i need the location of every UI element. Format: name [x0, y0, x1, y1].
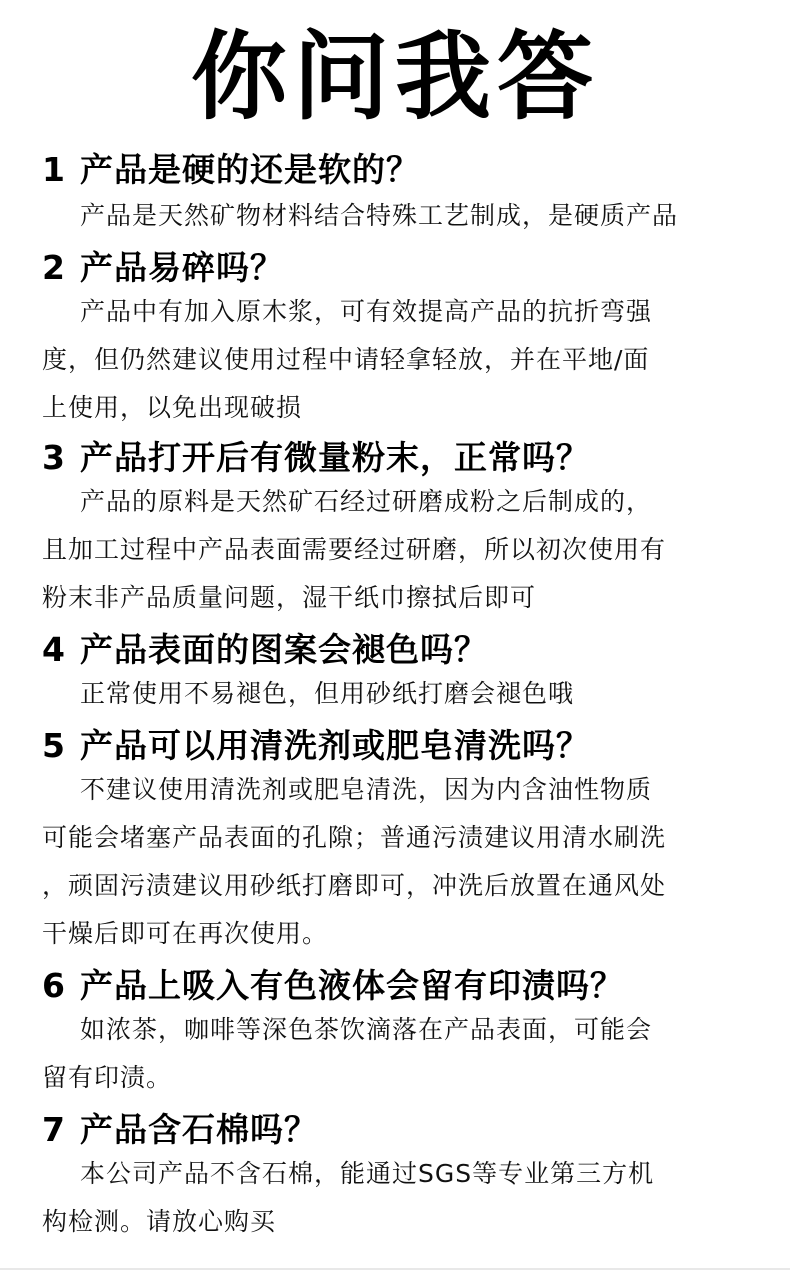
faq-question-6: [42, 966, 624, 1006]
answer-line: ，顽固污渍建议用砂纸打磨即可，冲洗后放置在通风处: [42, 871, 667, 900]
faq-number: 1: [42, 150, 66, 189]
faq-answer-4: [42, 670, 762, 718]
faq-answer-2: [42, 288, 762, 432]
faq-question-text: 产品上吸入有色液体会留有印渍吗？: [80, 966, 624, 1005]
faq-question-2: [42, 248, 284, 288]
answer-line: 产品是天然矿物材料结合特殊工艺制成，是硬质产品: [80, 201, 679, 230]
faq-number: 5: [42, 726, 66, 765]
faq-number: 3: [42, 438, 66, 477]
answer-line: 可能会堵塞产品表面的孔隙；普通污渍建议用清水刷洗: [42, 823, 667, 852]
faq-question-text: 产品含石棉吗？: [80, 1110, 318, 1149]
faq-question-7: [42, 1110, 318, 1150]
answer-line: 干燥后即可在再次使用。: [42, 919, 329, 948]
faq-answer-7: [42, 1150, 762, 1246]
faq-question-4: [42, 630, 488, 670]
answer-line: 正常使用不易褪色，但用砂纸打磨会褪色哦: [80, 679, 575, 708]
answer-line: 如浓茶，咖啡等深色茶饮滴落在产品表面，可能会: [80, 1015, 653, 1044]
bottom-divider: [0, 1268, 790, 1270]
answer-line: 产品的原料是天然矿石经过研磨成粉之后制成的，: [80, 487, 653, 516]
page-title: 你问我答: [191, 21, 599, 133]
faq-number: 2: [42, 248, 66, 287]
answer-line: 且加工过程中产品表面需要经过研磨，所以初次使用有: [42, 535, 667, 564]
answer-line: 留有印渍。: [42, 1063, 173, 1092]
faq-answer-6: [42, 1006, 762, 1102]
answer-line: 产品中有加入原木浆，可有效提高产品的抗折弯强: [80, 297, 653, 326]
faq-question-3: [42, 438, 590, 478]
faq-question-text: 产品表面的图案会褪色吗？: [80, 630, 488, 669]
faq-question-text: 产品可以用清洗剂或肥皂清洗吗？: [80, 726, 590, 765]
faq-number: 4: [42, 630, 66, 669]
answer-line: 本公司产品不含石棉，能通过SGS等专业第三方机: [80, 1159, 655, 1188]
faq-answer-1: [42, 192, 762, 240]
faq-number: 7: [42, 1110, 66, 1149]
answer-line: 度，但仍然建议使用过程中请轻拿轻放，并在平地/面: [42, 345, 650, 374]
answer-line: 构检测。请放心购买: [42, 1207, 277, 1236]
faq-answer-5: [42, 766, 762, 958]
faq-question-text: 产品是硬的还是软的？: [80, 150, 420, 189]
faq-question-1: [42, 150, 420, 190]
answer-line: 上使用，以免出现破损: [42, 393, 303, 422]
faq-answer-3: [42, 478, 762, 622]
answer-line: 不建议使用清洗剂或肥皂清洗，因为内含油性物质: [80, 775, 653, 804]
faq-question-5: [42, 726, 590, 766]
faq-number: 6: [42, 966, 66, 1005]
faq-question-text: 产品打开后有微量粉末，正常吗？: [80, 438, 590, 477]
faq-question-text: 产品易碎吗？: [80, 248, 284, 287]
answer-line: 粉末非产品质量问题，湿干纸巾擦拭后即可: [42, 583, 537, 612]
